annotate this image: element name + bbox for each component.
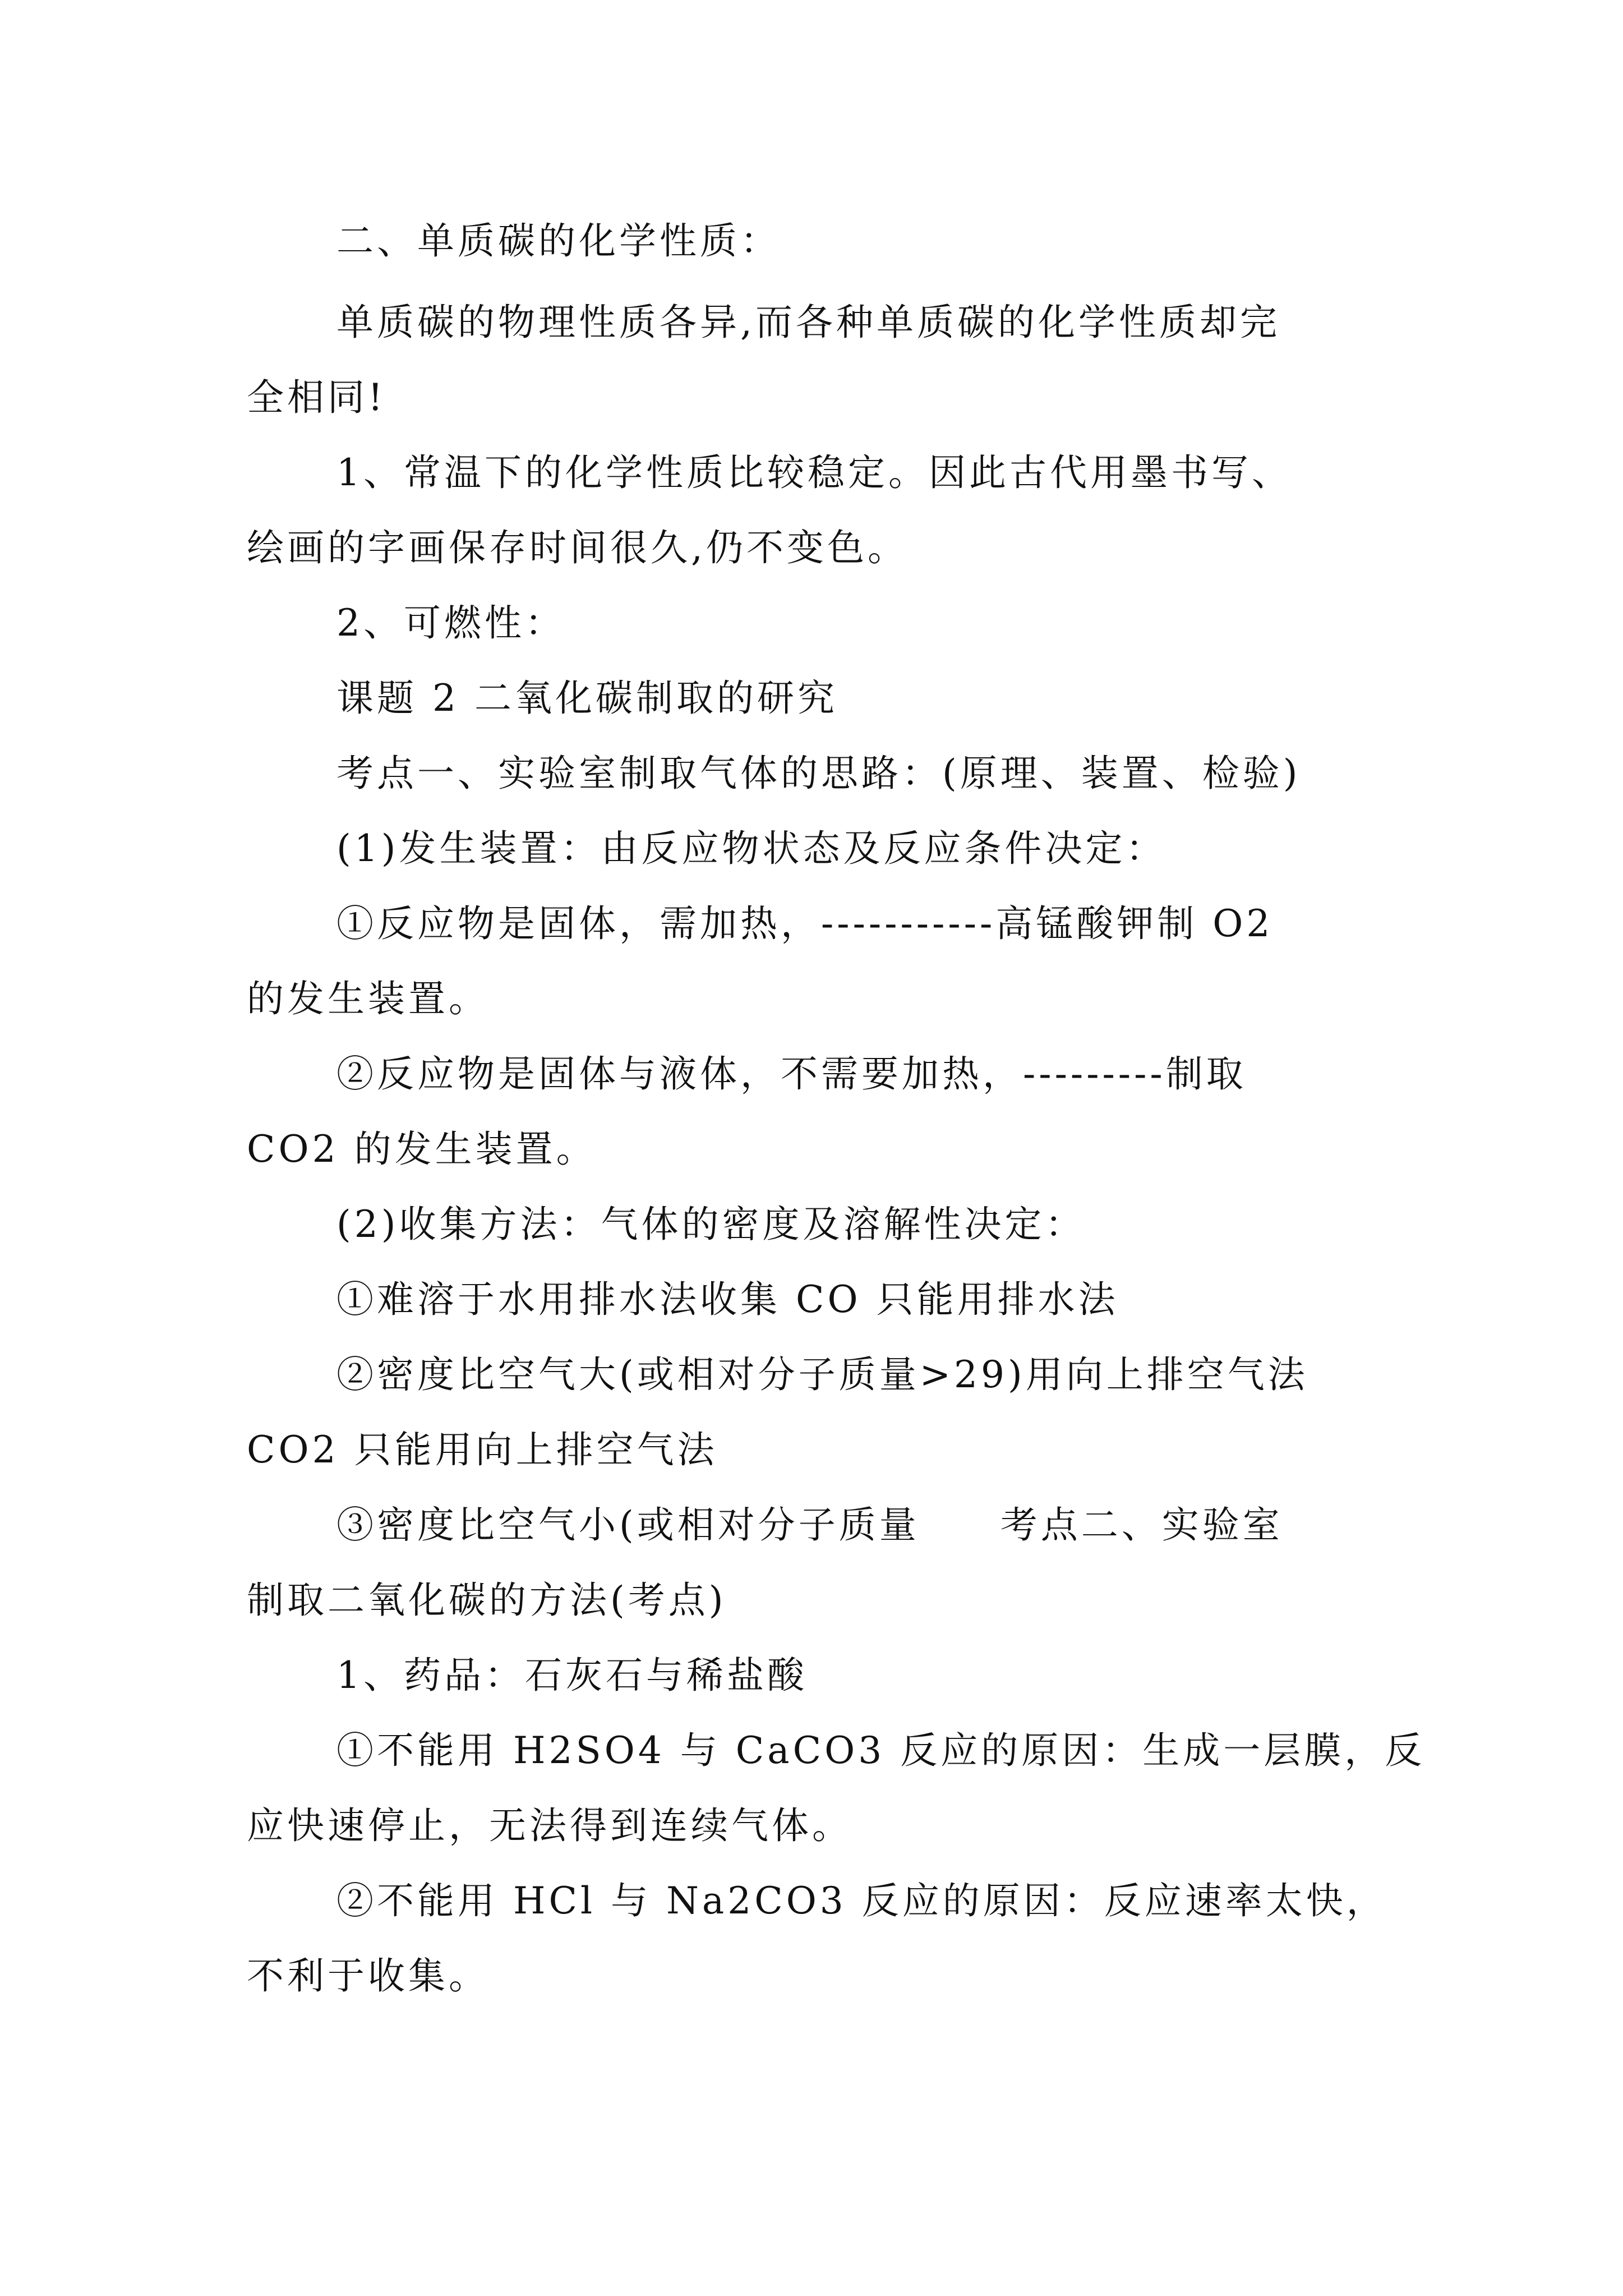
paragraph-line: CO2 只能用向上排空气法 bbox=[247, 1428, 718, 1471]
paragraph-line: ②不能用 HCl 与 Na2CO3 反应的原因：反应速率太快， bbox=[336, 1879, 1387, 1922]
section-heading: 二、单质碳的化学性质： bbox=[336, 219, 781, 263]
topic-heading: 课题 2 二氧化碳制取的研究 bbox=[336, 677, 838, 720]
paragraph-line: 应快速停止，无法得到连续气体。 bbox=[247, 1804, 852, 1847]
paragraph-line: ①难溶于水用排水法收集 CO 只能用排水法 bbox=[336, 1278, 1119, 1321]
paragraph-line: 1、常温下的化学性质比较稳定。因此古代用墨书写、 bbox=[336, 451, 1292, 494]
paragraph-line: ①不能用 H2SO4 与 CaCO3 反应的原因：生成一层膜，反 bbox=[336, 1729, 1426, 1772]
paragraph-line: ①反应物是固体，需加热，-----------高锰酸钾制 O2 bbox=[336, 902, 1274, 945]
paragraph-line: CO2 的发生装置。 bbox=[247, 1128, 597, 1171]
paragraph-line: 单质碳的物理性质各异,而各种单质碳的化学性质却完 bbox=[336, 301, 1280, 344]
paragraph-line: ②密度比空气大(或相对分子质量>29)用向上排空气法 bbox=[336, 1353, 1308, 1396]
paragraph-line: 1、药品：石灰石与稀盐酸 bbox=[336, 1654, 808, 1697]
paragraph-line: 全相同! bbox=[247, 376, 386, 419]
paragraph-line: ②反应物是固体与液体，不需要加热，---------制取 bbox=[336, 1052, 1247, 1096]
paragraph-line: 绘画的字画保存时间很久,仍不变色。 bbox=[247, 526, 908, 569]
paragraph-line: 不利于收集。 bbox=[247, 1954, 489, 1998]
paragraph-line: 制取二氧化碳的方法(考点) bbox=[247, 1579, 727, 1622]
paragraph-line: 考点一、实验室制取气体的思路：(原理、装置、检验) bbox=[336, 752, 1301, 795]
paragraph-line: (2)收集方法：气体的密度及溶解性决定： bbox=[336, 1203, 1086, 1246]
paragraph-line: 2、可燃性： bbox=[336, 601, 565, 645]
paragraph-line: 的发生装置。 bbox=[247, 977, 489, 1020]
paragraph-line: (1)发生装置：由反应物状态及反应条件决定： bbox=[336, 827, 1166, 870]
paragraph-line: ③密度比空气小(或相对分子质量 考点二、实验室 bbox=[336, 1503, 1283, 1547]
